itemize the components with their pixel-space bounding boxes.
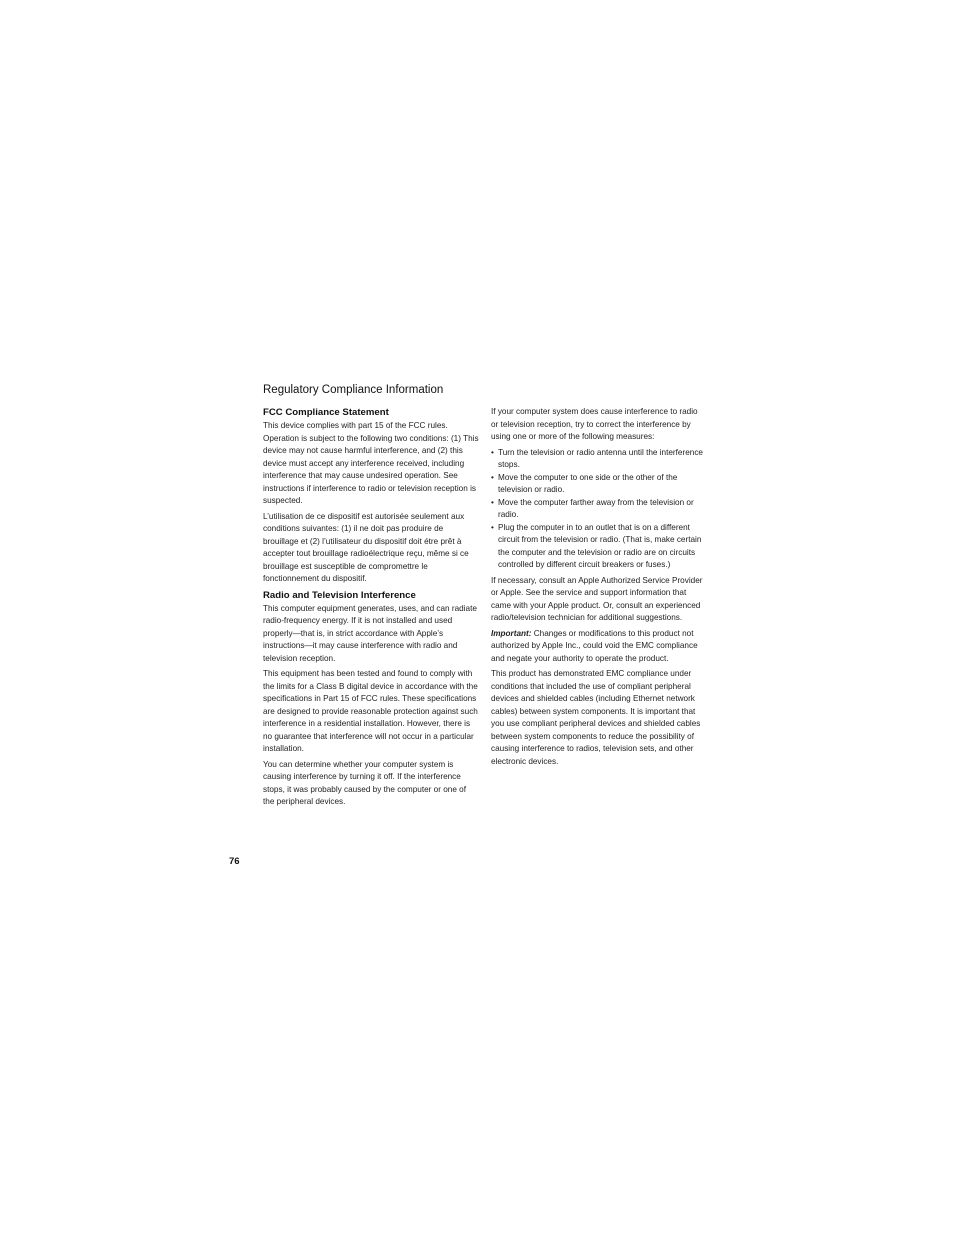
interference-intro-paragraph: If your computer system does cause interference to radio or television reception, try to correct the interference by using one or more of the following measures: (491, 407, 698, 441)
list-item (491, 447, 707, 472)
fcc-statement-paragraph: This device complies with part 15 of the FCC rules. Operation is subject to the following two conditions: (1) This device may not cause harmful interference, and (2) this device must accept any interference received, including interference that may cause undesired operation. See instructions if interference to radio or television reception is suspected. (263, 421, 479, 505)
determine-interference-paragraph: You can determine whether your computer system is causing interference by turning it off. If the interference stops, it was probably caused by the computer or one of the peripheral devices. (263, 759, 466, 806)
list-item (491, 472, 707, 497)
radio-tv-interference-heading: Radio and Television Interference (263, 589, 416, 601)
list-item (491, 497, 707, 522)
bullet-icon: • (491, 447, 494, 457)
radio-frequency-paragraph: This computer equipment generates, uses, and can radiate radio-frequency energy. If it is not installed and used properly—that is, in strict accordance with Apple’s instructions—it may cause interference with radio and television reception. (263, 603, 477, 663)
bullet-icon: • (491, 497, 494, 507)
french-statement-paragraph: L’utilisation de ce dispositif est autorisée seulement aux conditions suivantes: (1) il ne doit pas produire de brouillage et (2) l’utilisateur du dispositif doit étre prêt à accepter tout brouillage radioélectrique reçu, même si ce brouillage est susceptible de compromettre le fonctionnement du dispositif. (263, 511, 469, 583)
fcc-compliance-heading: FCC Compliance Statement (263, 407, 389, 418)
interference-measures-list (491, 447, 707, 572)
list-item (491, 522, 707, 572)
list-item-text: Move the computer farther away from the television or radio. (498, 497, 694, 519)
consult-paragraph: If necessary, consult an Apple Authorized Service Provider or Apple. See the service and support information that came with your Apple product. Or, consult an experienced radio/television technician for additional suggestions. (491, 575, 703, 622)
list-item-text: Plug the computer in to an outlet that is on a different circuit from the television or radio. (That is, make certain the computer and the television or radio are on circuits controlled by different circuit breakers or fuses.) (498, 522, 702, 569)
right-column (491, 406, 707, 771)
bullet-icon: • (491, 522, 494, 532)
left-column (263, 406, 479, 812)
class-b-paragraph: This equipment has been tested and found to comply with the limits for a Class B digital device in accordance with the specifications in Part 15 of FCC rules. These specifications are designed to provide reasonable protection against such interference in a residential installation. However, there is no guarantee that interference will not occur in a particular installation. (263, 669, 478, 753)
list-item-text: Turn the television or radio antenna until the interference stops. (498, 447, 703, 469)
important-label: Important: (491, 628, 532, 638)
emc-compliance-paragraph: This product has demonstrated EMC compliance under conditions that included the use of compliant peripheral devices and shielded cables (including Ethernet network cables) between system components. It is important that you use compliant peripheral devices and shielded cables between system components to reduce the possibility of causing interference to radios, television sets, and other electronic devices. (491, 669, 701, 766)
page-number: 76 (229, 856, 240, 867)
list-item-text: Move the computer to one side or the other of the television or radio. (498, 472, 678, 494)
important-paragraph (491, 628, 707, 666)
bullet-icon: • (491, 472, 494, 482)
important-text: Changes or modifications to this product not authorized by Apple Inc., could void the EMC compliance and negate your authority to operate the product. (491, 628, 698, 663)
page-title: Regulatory Compliance Information (263, 384, 444, 396)
